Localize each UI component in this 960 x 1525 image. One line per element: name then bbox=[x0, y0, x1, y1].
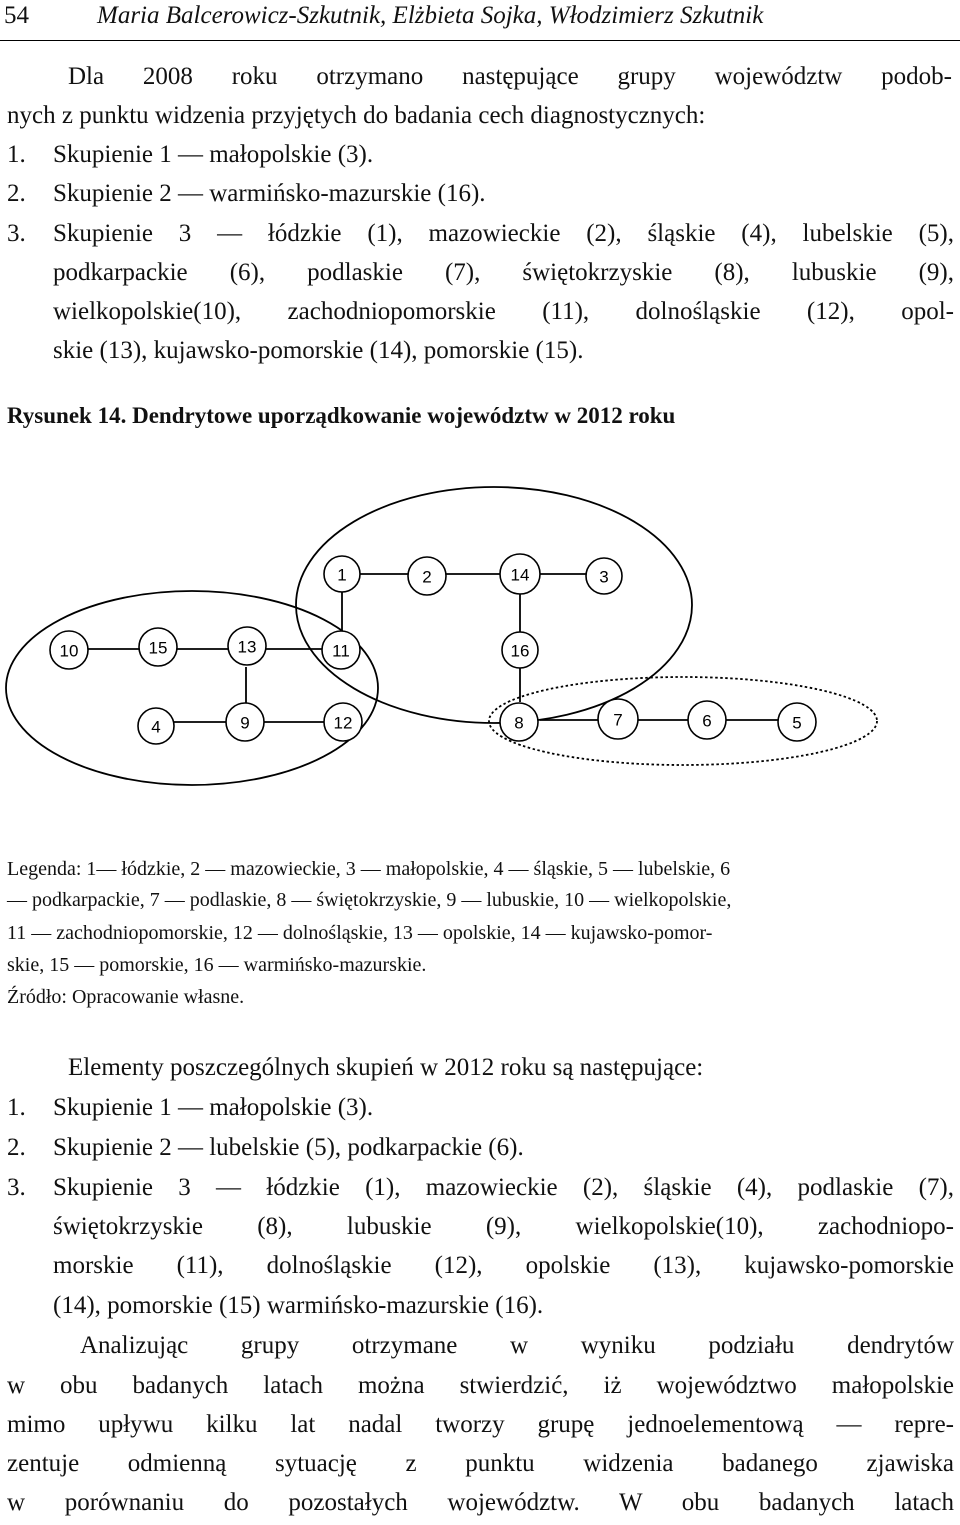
cluster-3-left-ellipse bbox=[6, 591, 378, 785]
list-item-continuation: (14), pomorskie (15) warmińsko-mazurskie (16). bbox=[53, 1292, 544, 1319]
list-number: 1. bbox=[7, 1094, 26, 1121]
page-header bbox=[0, 0, 960, 44]
list-item: Skupienie 1 — małopolskie (3). bbox=[53, 1094, 374, 1121]
cluster-3-ellipse bbox=[296, 487, 692, 723]
node-label: 7 bbox=[613, 710, 623, 730]
header-rule bbox=[0, 40, 960, 41]
node-label: 15 bbox=[148, 638, 168, 658]
paragraph-line: w obu badanych latach można stwierdzić, iż województwo małopolskie bbox=[7, 1372, 954, 1399]
paragraph-line: mimo upływu kilku lat nadal tworzy grupę jednoelementową — repre- bbox=[7, 1411, 954, 1438]
node-label: 9 bbox=[240, 713, 250, 733]
figure-source: Źródło: Opracowanie własne. bbox=[7, 986, 245, 1008]
list-number: 2. bbox=[7, 180, 26, 207]
node-label: 11 bbox=[332, 641, 350, 661]
list-item-continuation: wielkopolskie(10), zachodniopomorskie (11), dolnośląskie (12), opol- bbox=[53, 298, 954, 325]
node-label: 12 bbox=[333, 713, 353, 733]
list-item: Skupienie 3 — łódzkie (1), mazowieckie (2), śląskie (4), lubelskie (5), bbox=[53, 220, 954, 247]
list-number: 1. bbox=[7, 141, 26, 168]
node-label: 14 bbox=[510, 565, 530, 585]
list-item: Skupienie 3 — łódzkie (1), mazowieckie (2), śląskie (4), podlaskie (7), bbox=[53, 1174, 954, 1201]
legend-line: skie, 15 — pomorskie, 16 — warmińsko-mazurskie. bbox=[7, 954, 427, 976]
list-number: 2. bbox=[7, 1134, 26, 1161]
legend-line: Legenda: 1— łódzkie, 2 — mazowieckie, 3 — małopolskie, 4 — śląskie, 5 — lubelskie, 6 bbox=[7, 858, 731, 880]
legend-line: — podkarpackie, 7 — podlaskie, 8 — świętokrzyskie, 9 — lubuskie, 10 — wielkopolskie, bbox=[7, 889, 732, 911]
running-head-authors: Maria Balcerowicz-Szkutnik, Elżbieta Sojka, Włodzimierz Szkutnik bbox=[97, 2, 764, 29]
node-label: 16 bbox=[510, 641, 530, 661]
figure-caption: Rysunek 14. Dendrytowe uporządkowanie województw w 2012 roku bbox=[7, 403, 676, 428]
list-item-continuation: morskie (11), dolnośląskie (12), opolskie (13), kujawsko-pomorskie bbox=[53, 1252, 954, 1279]
node-label: 1 bbox=[337, 565, 347, 585]
list-item-continuation: podkarpackie (6), podlaskie (7), świętokrzyskie (8), lubuskie (9), bbox=[53, 259, 954, 286]
node-label: 10 bbox=[59, 641, 79, 661]
list-number: 3. bbox=[7, 220, 26, 247]
list-item-continuation: skie (13), kujawsko-pomorskie (14), pomorskie (15). bbox=[53, 337, 584, 364]
paragraph-line: Analizując grupy otrzymane w wyniku podziału dendrytów bbox=[80, 1332, 954, 1359]
paragraph-line: Elementy poszczególnych skupień w 2012 roku są następujące: bbox=[68, 1054, 704, 1081]
paragraph-line: Dla 2008 roku otrzymano następujące grupy województw podob- bbox=[68, 63, 952, 90]
list-item: Skupienie 2 — warmińsko-mazurskie (16). bbox=[53, 180, 486, 207]
node-label: 3 bbox=[599, 567, 609, 587]
list-item: Skupienie 2 — lubelskie (5), podkarpackie (6). bbox=[53, 1134, 524, 1161]
cluster-2-ellipse bbox=[489, 677, 877, 765]
node-label: 4 bbox=[151, 717, 161, 737]
list-item: Skupienie 1 — małopolskie (3). bbox=[53, 141, 374, 168]
list-item-continuation: świętokrzyskie (8), lubuskie (9), wielkopolskie(10), zachodniopo- bbox=[53, 1213, 954, 1240]
dendrite-edges bbox=[88, 574, 778, 722]
dendrite-diagram bbox=[0, 478, 960, 838]
node-label: 5 bbox=[792, 713, 802, 733]
node-label: 6 bbox=[702, 711, 712, 731]
list-number: 3. bbox=[7, 1174, 26, 1201]
paragraph-line: zentuje odmienną sytuację z punktu widzenia badanego zjawiska bbox=[7, 1450, 954, 1477]
paragraph-line: w porównaniu do pozostałych województw. W obu badanych latach bbox=[7, 1489, 954, 1516]
node-label: 2 bbox=[422, 567, 432, 587]
node-label: 13 bbox=[237, 637, 257, 657]
page-number: 54 bbox=[4, 2, 29, 29]
legend-line: 11 — zachodniopomorskie, 12 — dolnośląskie, 13 — opolskie, 14 — kujawsko-pomor- bbox=[7, 922, 713, 944]
paragraph-line: nych z punktu widzenia przyjętych do badania cech diagnostycznych: bbox=[7, 102, 706, 129]
node-label: 8 bbox=[514, 713, 524, 733]
